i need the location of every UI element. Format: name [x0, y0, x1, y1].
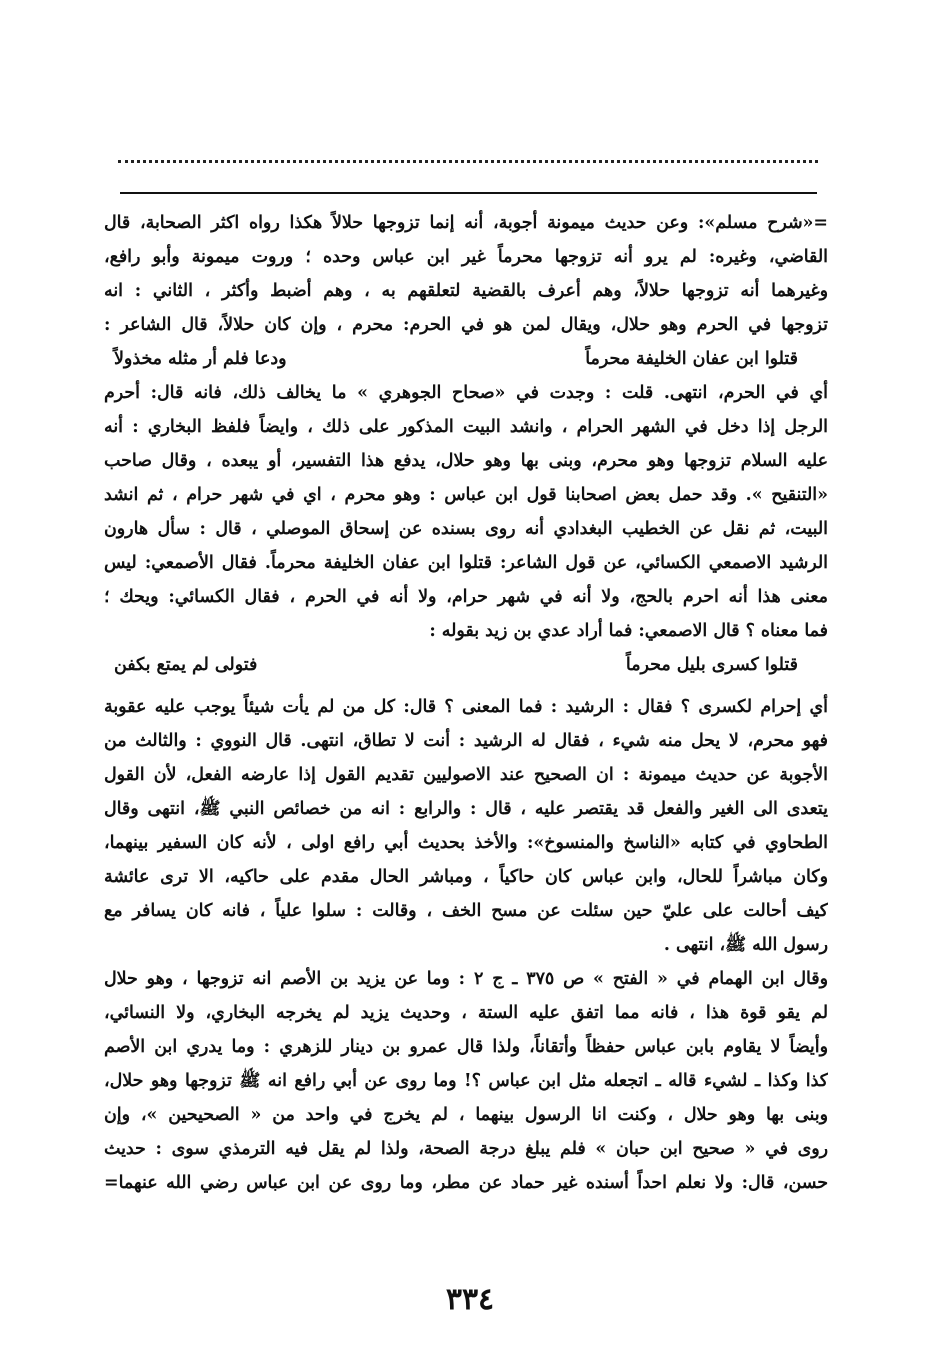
footnote-text	[104, 206, 828, 1200]
spacer	[104, 682, 828, 690]
text-line: لم يقو قوة هذا ، فانه مما اتفق عليه الستة ، وحديث يزيد لم يخرجه البخاري، ولا النسائي،	[104, 1003, 828, 1023]
text-line: القاضي، وغيره: لم يرو أنه تزوجها محرماً غير ابن عباس وحده ؛ وروت ميمونة وأبو رافع،	[104, 247, 828, 267]
text-line: عليه السلام تزوجها وهو محرم، وبنى بها وهو حلال، يدفع هذا التفسير، أو يبعده ، وقال صاحب	[104, 451, 828, 471]
text-line: حسن، قال: ولا نعلم احداً أسنده غير حماد عن مطر، وما روى عن ابن عباس رضي الله عنهما=	[104, 1173, 828, 1193]
verse-first-hemistich: قتلوا ابن عفان الخليفة محرماً	[585, 349, 798, 369]
poetry-verse	[104, 648, 828, 682]
text-line: وأيضاً لا يقاوم بابن عباس حفظاً وأتقاناً، ولذا قال عمرو بن دينار للزهري : وما يدري ابن الأصم	[104, 1037, 828, 1057]
text-line: الرجل إذا دخل في الشهر الحرام ، وانشد البيت المذكور على ذلك ، وايضاً فلفظ البخاري : أنه	[104, 417, 828, 437]
text-line: وبنى بها وهو حلال ، وكنت انا الرسول بينهما ، لم يخرج في واحد من « الصحيحين »، وإن	[104, 1105, 828, 1125]
text-line: رسول الله ﷺ، انتهى .	[663, 935, 828, 955]
text-line: أي إحرام لكسرى ؟ فقال : الرشيد : فما المعنى ؟ قال: كل من لم يأت شيئاً يوجب عليه عقوبة	[104, 697, 828, 717]
text-line: أي في الحرم، انتهى. قلت : وجدت في «صحاح الجوهري » ما يخالف ذلك، فانه قال: أحرم	[104, 383, 828, 403]
text-line: كيف أحالت على عليّ حين سئلت عن مسح الخف ، وقالت : سلوا علياً ، فانه كان يسافر مع	[104, 901, 828, 921]
dotted-separator	[118, 160, 818, 173]
verse-second-hemistich: ودعا فلم أر مثله مخذولاً	[114, 349, 287, 369]
verse-second-hemistich: فتولى لم يمتع بكفن	[114, 655, 258, 675]
text-line: فهو محرم، لا يحل منه شيء ، فقال له الرشيد : أنت لا تطاق، انتهى. قال النووي : والثالث من	[104, 731, 828, 751]
text-line: الطحاوي في كتابه «الناسخ والمنسوخ»: والأخذ بحديث أبي رافع اولى ، لأنه كان السفير بينهما،	[104, 833, 828, 853]
footnote-rule	[120, 192, 817, 194]
page-number: ٣٣٤	[445, 1282, 495, 1317]
poetry-verse	[104, 342, 828, 376]
text-line: =«شرح مسلم»: وعن حديث ميمونة أجوبة، أنه إنما تزوجها حلالاً هكذا رواه اكثر الصحابة، قال	[104, 213, 828, 233]
text-line: روى في « صحيح ابن حبان » فلم يبلغ درجة الصحة، ولذا لم يقل فيه الترمذي سوى : حديث	[104, 1139, 828, 1159]
text-line: وكان مباشراً للحال، وابن عباس كان حاكياً ، ومباشر الحال مقدم على حاكيه، الا ترى عائشة	[104, 867, 828, 887]
text-line: الأجوبة عن حديث ميمونة : ان الصحيح عند الاصوليين تقديم القول إذا عارضه الفعل، لأن القول	[104, 765, 828, 785]
text-line: وغيرهما أنه تزوجها حلالاً، وهم أعرف بالقضية لتعلقهم به ، وهم أضبط وأكثر ، الثاني : انه	[104, 281, 828, 301]
text-line: «التنقيح ». وقد حمل بعض اصحابنا قول ابن عباس : وهو محرم ، اي في شهر حرام ، ثم انشد	[104, 485, 828, 505]
text-line: الرشيد الاصمعي الكسائي، عن قول الشاعر: قتلوا ابن عفان الخليفة محرماً. فقال الأصمعي: ليس	[104, 553, 828, 573]
text-line: فما معناه ؟ قال الاصمعي: فما أراد عدي بن زيد بقوله :	[429, 621, 828, 641]
text-line: وقال ابن الهمام في « الفتح » ص ٣٧٥ ـ ج ٢ : وما عن يزيد بن الأصم انه تزوجها ، وهو حلال	[104, 969, 828, 989]
text-line: تزوجها في الحرم وهو حلال، ويقال لمن هو في الحرم: محرم ، وإن كان حلالاً، قال الشاعر :	[104, 315, 828, 335]
text-line: يتعدى الى الغير والفعل قد يقتصر عليه ، قال : والرابع : انه من خصائص النبي ﷺ، انتهى وقال	[104, 799, 828, 819]
text-line: كذا وكذا ـ لشيء قاله ـ اتجعله مثل ابن عباس ؟! وما روى عن أبي رافع انه ﷺ تزوجها وهو حلال،	[104, 1071, 828, 1091]
text-line: معنى هذا أنه احرم بالحج، ولا أنه في شهر حرام، ولا أنه في الحرم ، فقال الكسائي: ويحك ؛	[104, 587, 828, 607]
verse-first-hemistich: قتلوا كسرى بليل محرماً	[625, 655, 798, 675]
text-line: البيت، ثم نقل عن الخطيب البغدادي أنه روى بسنده عن إسحاق الموصلي ، قال : سأل هارون	[104, 519, 828, 539]
